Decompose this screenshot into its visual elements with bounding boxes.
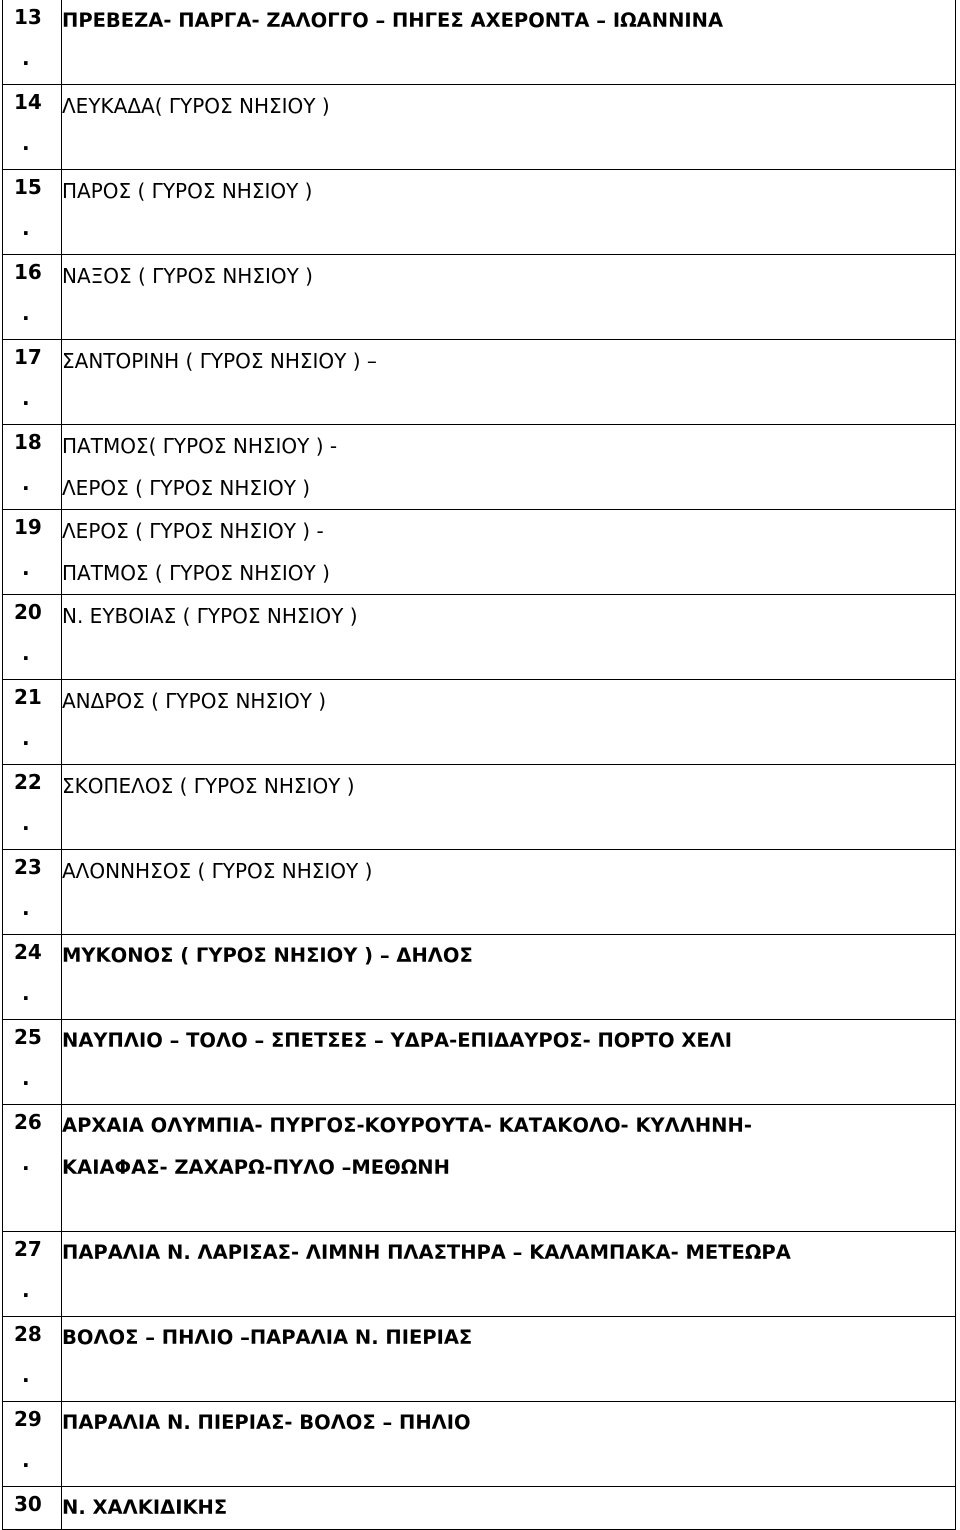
row-number-dot: .: [22, 386, 30, 410]
row-number: 21: [14, 685, 42, 709]
route-text: ΝΑΥΠΛΙΟ – ΤΟΛΟ – ΣΠΕΤΣΕΣ – ΥΔΡΑ-ΕΠΙΔΑΥΡΟΣ- ΠΟΡΤΟ ΧΕΛΙ: [62, 1029, 733, 1052]
route-cell: [62, 935, 956, 1020]
route-cell: [62, 1487, 956, 1530]
row-number-dot: .: [22, 556, 30, 580]
route-text: ΑΝΔΡΟΣ ( ΓΥΡΟΣ ΝΗΣΙΟΥ ): [62, 689, 327, 713]
route-text: ΚΑΙΑΦΑΣ- ΖΑΧΑΡΩ-ΠΥΛΟ –ΜΕΘΩΝΗ: [62, 1156, 450, 1179]
row-number-cell: [3, 425, 62, 510]
row-number-cell: [3, 1020, 62, 1105]
route-cell: [62, 425, 956, 510]
route-text: ΠΑΤΜΟΣ( ΓΥΡΟΣ ΝΗΣΙΟΥ ) -: [62, 434, 338, 458]
route-cell: [62, 595, 956, 680]
row-number: 19: [14, 515, 42, 539]
route-text: ΒΟΛΟΣ – ΠΗΛΙΟ –ΠΑΡΑΛΙΑ Ν. ΠΙΕΡΙΑΣ: [62, 1326, 473, 1349]
table-row: [3, 255, 956, 340]
table-row: [3, 1317, 956, 1402]
table-row: [3, 85, 956, 170]
row-number: 20: [14, 600, 42, 624]
table-row: [3, 1402, 956, 1487]
row-number-cell: [3, 0, 62, 85]
route-cell: [62, 1317, 956, 1402]
route-cell: [62, 170, 956, 255]
row-number-dot: .: [22, 1151, 30, 1175]
row-number-dot: .: [22, 641, 30, 665]
table-row: [3, 170, 956, 255]
route-text: Ν. ΧΑΛΚΙΔΙΚΗΣ: [62, 1496, 228, 1519]
row-number-dot: .: [22, 1066, 30, 1090]
row-number: 15: [14, 175, 42, 199]
route-text: ΣΚΟΠΕΛΟΣ ( ΓΥΡΟΣ ΝΗΣΙΟΥ ): [62, 774, 355, 798]
row-number: 27: [14, 1237, 42, 1261]
table-row: [3, 850, 956, 935]
row-number-cell: [3, 255, 62, 340]
route-cell: [62, 0, 956, 85]
row-number-cell: [3, 1105, 62, 1232]
table-row: [3, 340, 956, 425]
row-number-dot: .: [22, 726, 30, 750]
route-text: ΛΕΥΚΑΔΑ( ΓΥΡΟΣ ΝΗΣΙΟΥ ): [62, 94, 330, 118]
row-number-cell: [3, 1402, 62, 1487]
route-text: ΑΛΟΝΝΗΣΟΣ ( ΓΥΡΟΣ ΝΗΣΙΟΥ ): [62, 859, 373, 883]
route-text: ΛΕΡΟΣ ( ΓΥΡΟΣ ΝΗΣΙΟΥ ) -: [62, 519, 324, 543]
row-number: 26: [14, 1110, 42, 1134]
row-number-dot: .: [22, 1363, 30, 1387]
route-cell: [62, 680, 956, 765]
table-row: [3, 0, 956, 85]
route-cell: [62, 1402, 956, 1487]
row-number: 22: [14, 770, 42, 794]
row-number-cell: [3, 1232, 62, 1317]
table-row: [3, 595, 956, 680]
route-text: ΠΑΡΑΛΙΑ Ν. ΠΙΕΡΙΑΣ- ΒΟΛΟΣ – ΠΗΛΙΟ: [62, 1411, 471, 1434]
route-text: Ν. ΕΥΒΟΙΑΣ ( ΓΥΡΟΣ ΝΗΣΙΟΥ ): [62, 604, 358, 628]
route-cell: [62, 510, 956, 595]
table-row: [3, 1020, 956, 1105]
table-row: [3, 1487, 956, 1530]
row-number: 23: [14, 855, 42, 879]
row-number-dot: .: [22, 1448, 30, 1472]
row-number: 16: [14, 260, 42, 284]
row-number: 18: [14, 430, 42, 454]
row-number-cell: [3, 765, 62, 850]
route-cell: [62, 85, 956, 170]
row-number: 30: [14, 1492, 42, 1516]
row-number-dot: .: [22, 471, 30, 495]
row-number: 28: [14, 1322, 42, 1346]
route-cell: [62, 255, 956, 340]
route-text: ΠΡΕΒΕΖΑ- ΠΑΡΓΑ- ΖΑΛΟΓΓΟ – ΠΗΓΕΣ ΑΧΕΡΟΝΤΑ – ΙΩΑΝΝΙΝΑ: [62, 9, 724, 32]
row-number-cell: [3, 850, 62, 935]
table-row: [3, 935, 956, 1020]
row-number-cell: [3, 595, 62, 680]
row-number: 13: [14, 5, 42, 29]
routes-table: [2, 0, 956, 1530]
row-number-dot: .: [22, 896, 30, 920]
table-row: [3, 510, 956, 595]
route-text: ΛΕΡΟΣ ( ΓΥΡΟΣ ΝΗΣΙΟΥ ): [62, 476, 311, 500]
row-number-dot: .: [22, 1278, 30, 1302]
route-text: ΠΑΡΟΣ ( ΓΥΡΟΣ ΝΗΣΙΟΥ ): [62, 179, 313, 203]
row-number-cell: [3, 1317, 62, 1402]
row-number-cell: [3, 85, 62, 170]
table-row: [3, 1105, 956, 1232]
route-cell: [62, 1232, 956, 1317]
row-number: 24: [14, 940, 42, 964]
row-number-cell: [3, 170, 62, 255]
route-cell: [62, 1105, 956, 1232]
route-text: ΑΡΧΑΙΑ ΟΛΥΜΠΙΑ- ΠΥΡΓΟΣ-ΚΟΥΡΟΥΤΑ- ΚΑΤΑΚΟΛΟ- ΚΥΛΛΗΝΗ-: [62, 1114, 752, 1137]
row-number-dot: .: [22, 131, 30, 155]
route-cell: [62, 1020, 956, 1105]
route-cell: [62, 850, 956, 935]
row-number-dot: .: [22, 216, 30, 240]
row-number-dot: .: [22, 811, 30, 835]
route-text: ΝΑΞΟΣ ( ΓΥΡΟΣ ΝΗΣΙΟΥ ): [62, 264, 313, 288]
row-number-dot: .: [22, 301, 30, 325]
table-row: [3, 425, 956, 510]
row-number-dot: .: [22, 46, 30, 70]
route-text: ΣΑΝΤΟΡΙΝΗ ( ΓΥΡΟΣ ΝΗΣΙΟΥ ) –: [62, 349, 377, 373]
route-cell: [62, 765, 956, 850]
row-number-cell: [3, 680, 62, 765]
route-text: ΠΑΤΜΟΣ ( ΓΥΡΟΣ ΝΗΣΙΟΥ ): [62, 561, 330, 585]
row-number-cell: [3, 340, 62, 425]
table-row: [3, 1232, 956, 1317]
table-row: [3, 680, 956, 765]
row-number: 14: [14, 90, 42, 114]
route-cell: [62, 340, 956, 425]
route-text: ΜΥΚΟΝΟΣ ( ΓΥΡΟΣ ΝΗΣΙΟΥ ) – ΔΗΛΟΣ: [62, 944, 473, 967]
row-number-cell: [3, 935, 62, 1020]
row-number: 25: [14, 1025, 42, 1049]
routes-table-body: [3, 0, 956, 1530]
table-row: [3, 765, 956, 850]
row-number-dot: .: [22, 981, 30, 1005]
route-text: ΠΑΡΑΛΙΑ Ν. ΛΑΡΙΣΑΣ- ΛΙΜΝΗ ΠΛΑΣΤΗΡΑ – ΚΑΛΑΜΠΑΚΑ- ΜΕΤΕΩΡΑ: [62, 1241, 791, 1264]
row-number-cell: [3, 1487, 62, 1530]
row-number: 17: [14, 345, 42, 369]
row-number: 29: [14, 1407, 42, 1431]
row-number-cell: [3, 510, 62, 595]
